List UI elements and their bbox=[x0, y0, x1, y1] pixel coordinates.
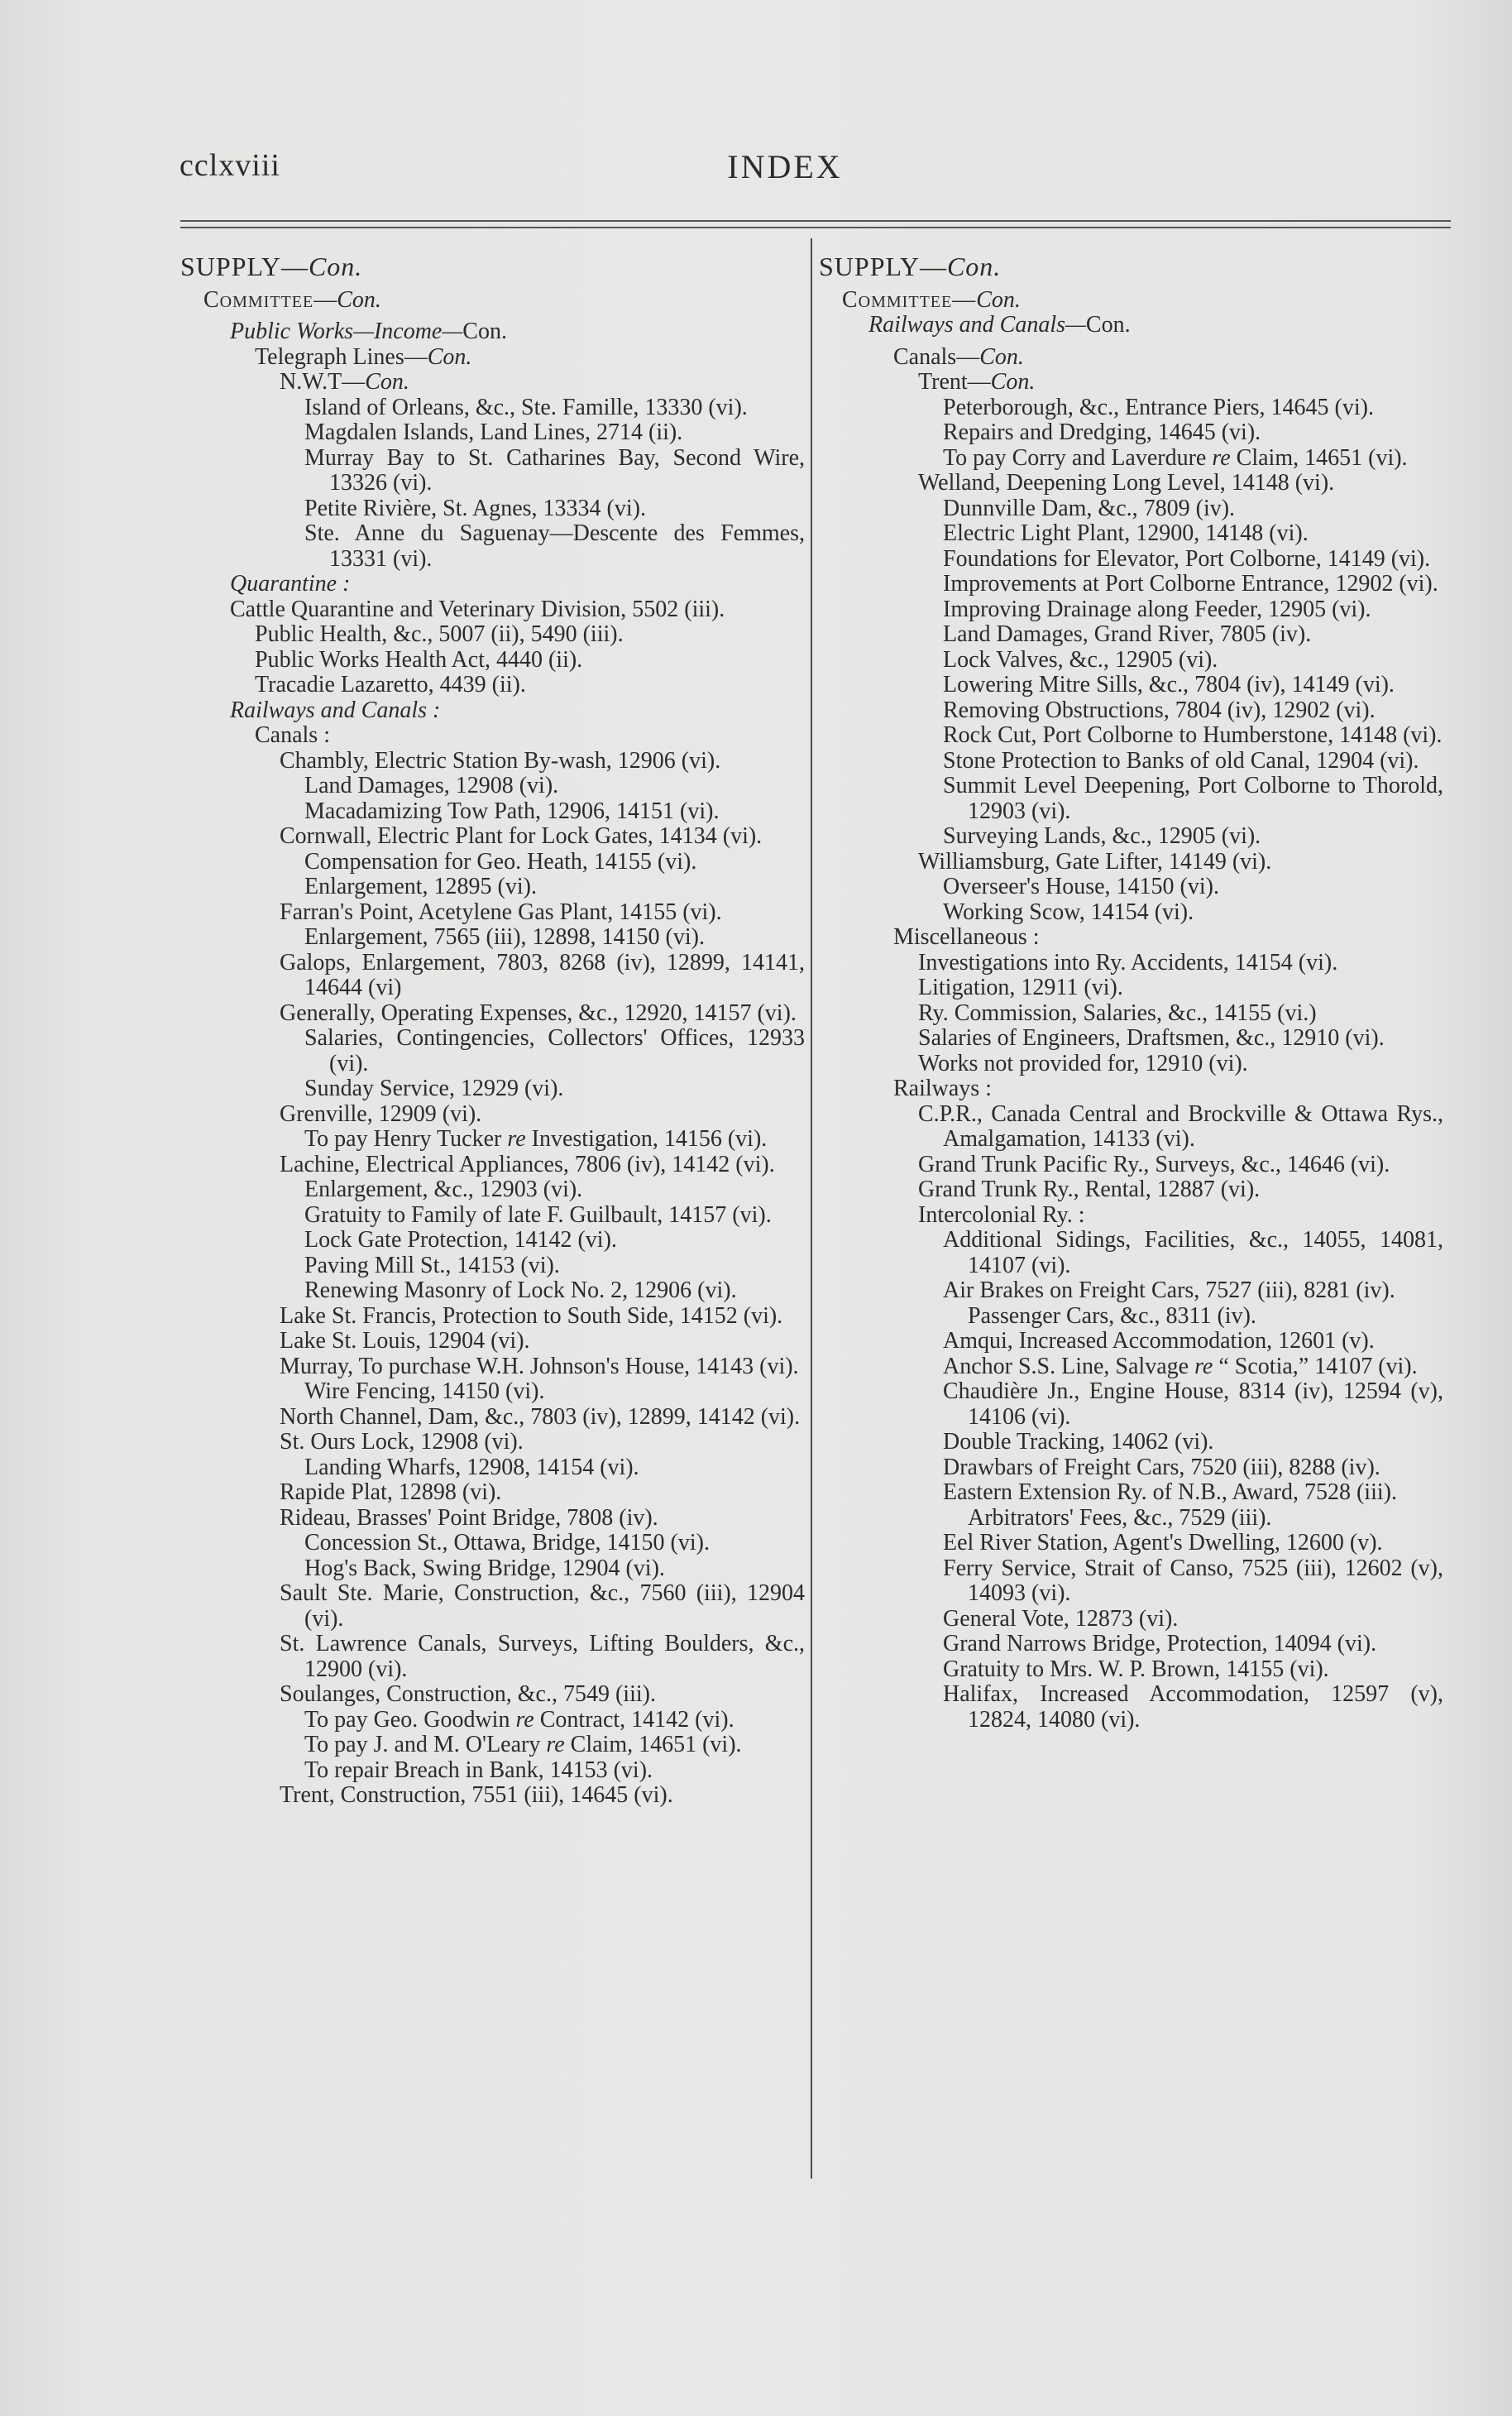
re-text: re bbox=[515, 1706, 534, 1733]
index-entry bbox=[180, 1127, 805, 1153]
index-entry: Sault Ste. Marie, Construction, &c., 7560 (iii), 12904 (vi). bbox=[280, 1580, 805, 1632]
index-entry: Enlargement, &c., 12903 (vi). bbox=[304, 1177, 583, 1202]
intercolonial-heading: Intercolonial Ry. : bbox=[918, 1201, 1085, 1228]
index-entry: Public Health, &c., 5007 (ii), 5490 (iii). bbox=[255, 621, 624, 647]
section-heading bbox=[819, 254, 1443, 280]
entry-text: To pay Henry Tucker bbox=[304, 1126, 508, 1152]
index-entry: Summit Level Deepening, Port Colborne to Thorold, 12903 (vi). bbox=[943, 773, 1443, 824]
index-entry: Dunnville Dam, &c., 7809 (iv). bbox=[943, 495, 1236, 521]
index-entry: Lowering Mitre Sills, &c., 7804 (iv), 14149 (vi). bbox=[943, 672, 1395, 697]
index-entry: Ferry Service, Strait of Canso, 7525 (iii), 12602 (v), 14093 (vi). bbox=[943, 1555, 1443, 1606]
index-entry: Working Scow, 14154 (vi). bbox=[943, 899, 1194, 925]
re-text: re bbox=[1212, 444, 1231, 471]
entry-text: Claim, 14651 (vi). bbox=[564, 1732, 742, 1757]
index-entry: Cattle Quarantine and Veterinary Division, 5502 (iii). bbox=[230, 596, 725, 622]
page-number: cclxviii bbox=[179, 148, 280, 183]
index-entry: Generally, Operating Expenses, &c., 12920, 14157 (vi). bbox=[280, 999, 797, 1026]
entry-text: Anchor S.S. Line, Salvage bbox=[943, 1353, 1195, 1379]
index-entry: Lake St. Francis, Protection to South Side, 14152 (vi). bbox=[280, 1302, 783, 1329]
left-column bbox=[180, 254, 805, 1809]
public-works-text: Public Works—Income— bbox=[230, 319, 463, 344]
index-entry: Renewing Masonry of Lock No. 2, 12906 (vi). bbox=[304, 1278, 737, 1303]
index-entry: Lock Valves, &c., 12905 (vi). bbox=[943, 646, 1218, 673]
entry-text: “ Scotia,” 14107 (vi). bbox=[1213, 1353, 1418, 1379]
index-entry: Foundations for Elevator, Port Colborne, 14149 (vi). bbox=[943, 545, 1431, 572]
re-text: re bbox=[546, 1732, 565, 1757]
index-entry: Sunday Service, 12929 (vi). bbox=[304, 1076, 564, 1101]
index-entry: Ry. Commission, Salaries, &c., 14155 (vi.) bbox=[918, 999, 1317, 1026]
index-entry: Removing Obstructions, 7804 (iv), 12902 (vi). bbox=[943, 697, 1376, 723]
index-entry: Williamsburg, Gate Lifter, 14149 (vi). bbox=[918, 848, 1272, 875]
trent-heading bbox=[819, 370, 1443, 395]
entry-text: To pay Corry and Laverdure bbox=[943, 444, 1213, 471]
index-entry bbox=[819, 446, 1443, 472]
index-entry: North Channel, Dam, &c., 7803 (iv), 12899, 14142 (vi). bbox=[280, 1403, 801, 1430]
quarantine-heading bbox=[180, 572, 805, 597]
index-entry: Works not provided for, 12910 (vi). bbox=[918, 1050, 1248, 1076]
index-entry: Land Damages, Grand River, 7805 (iv). bbox=[943, 621, 1312, 647]
index-entry: Macadamizing Tow Path, 12906, 14151 (vi). bbox=[304, 798, 720, 824]
index-entry: Peterborough, &c., Entrance Piers, 14645 (vi). bbox=[943, 394, 1374, 420]
canals-heading: Canals : bbox=[255, 722, 330, 748]
entry-text: To pay J. and M. O'Leary bbox=[304, 1732, 547, 1757]
index-entry: Welland, Deepening Long Level, 14148 (vi). bbox=[918, 470, 1335, 496]
column-divider bbox=[811, 238, 812, 2179]
trent-text: Trent— bbox=[918, 369, 991, 395]
page-title: INDEX bbox=[727, 148, 843, 185]
committee-heading: Committee—Con. bbox=[203, 286, 381, 313]
index-entry: Landing Wharfs, 12908, 14154 (vi). bbox=[304, 1454, 639, 1480]
index-entry: Surveying Lands, &c., 12905 (vi). bbox=[943, 823, 1261, 849]
index-entry: Grand Trunk Pacific Ry., Surveys, &c., 14646 (vi). bbox=[918, 1151, 1390, 1177]
index-entry: St. Lawrence Canals, Surveys, Lifting Boulders, &c., 12900 (vi). bbox=[280, 1631, 805, 1682]
index-entry: Tracadie Lazaretto, 4439 (ii). bbox=[255, 672, 526, 697]
index-entry: To repair Breach in Bank, 14153 (vi). bbox=[304, 1757, 653, 1783]
railways-heading bbox=[819, 313, 1443, 338]
index-entry bbox=[180, 1733, 805, 1758]
index-entry: Eel River Station, Agent's Dwelling, 12600 (v). bbox=[943, 1530, 1383, 1556]
index-entry: C.P.R., Canada Central and Brockville & Ottawa Rys., Amalgamation, 14133 (vi). bbox=[918, 1100, 1443, 1152]
telegraph-con: Con. bbox=[427, 343, 472, 370]
index-entry: Gratuity to Family of late F. Guilbault, 14157 (vi). bbox=[304, 1201, 772, 1228]
heading-con: Con. bbox=[946, 252, 1002, 281]
canals-heading bbox=[819, 345, 1443, 371]
index-entry: Repairs and Dredging, 14645 (vi). bbox=[943, 419, 1261, 445]
heading-text: SUPPLY— bbox=[819, 252, 947, 281]
index-entry: Petite Rivière, St. Agnes, 13334 (vi). bbox=[304, 495, 646, 521]
index-entry: Salaries, Contingencies, Collectors' Offices, 12933 (vi). bbox=[304, 1025, 805, 1076]
canals-text: Canals— bbox=[893, 343, 980, 370]
index-entry: Litigation, 12911 (vi). bbox=[918, 975, 1123, 1000]
index-entry: Air Brakes on Freight Cars, 7527 (iii), 8281 (iv). bbox=[943, 1278, 1395, 1303]
nwt-text: N.W.T— bbox=[280, 369, 366, 395]
public-works-heading bbox=[180, 319, 805, 345]
index-entry: Rock Cut, Port Colborne to Humberstone, 14148 (vi). bbox=[943, 722, 1443, 748]
index-entry: Lachine, Electrical Appliances, 7806 (iv), 14142 (vi). bbox=[280, 1151, 775, 1177]
index-entry: Hog's Back, Swing Bridge, 12904 (vi). bbox=[304, 1555, 665, 1581]
index-entry: Public Works Health Act, 4440 (ii). bbox=[255, 646, 583, 673]
trent-con: Con. bbox=[990, 369, 1036, 395]
telegraph-heading bbox=[180, 345, 805, 371]
index-entry: Soulanges, Construction, &c., 7549 (iii). bbox=[280, 1681, 656, 1707]
index-entry: Trent, Construction, 7551 (iii), 14645 (vi). bbox=[280, 1782, 673, 1808]
nwt-heading bbox=[180, 370, 805, 395]
index-entry: General Vote, 12873 (vi). bbox=[943, 1605, 1179, 1632]
index-entry: Eastern Extension Ry. of N.B., Award, 7528 (iii). bbox=[943, 1479, 1397, 1505]
index-entry: Double Tracking, 14062 (vi). bbox=[943, 1429, 1214, 1455]
index-entry: Ste. Anne du Saguenay—Descente des Femmes, 13331 (vi). bbox=[304, 520, 805, 572]
index-entry: Arbitrators' Fees, &c., 7529 (iii). bbox=[968, 1504, 1272, 1531]
index-entry bbox=[819, 1354, 1443, 1380]
index-entry: Salaries of Engineers, Draftsmen, &c., 12910 (vi). bbox=[918, 1025, 1385, 1051]
telegraph-text: Telegraph Lines— bbox=[255, 343, 428, 370]
index-entry: Grand Narrows Bridge, Protection, 14094 (vi). bbox=[943, 1631, 1377, 1656]
index-entry: Chaudière Jn., Engine House, 8314 (iv), 12594 (v), 14106 (vi). bbox=[943, 1378, 1443, 1430]
index-entry: Grenville, 12909 (vi). bbox=[280, 1100, 482, 1127]
index-entry: Drawbars of Freight Cars, 7520 (iii), 8288 (iv). bbox=[943, 1454, 1380, 1480]
index-entry: Chambly, Electric Station By-wash, 12906 (vi). bbox=[280, 747, 721, 774]
index-entry: Amqui, Increased Accommodation, 12601 (v). bbox=[943, 1328, 1375, 1354]
railways-con: Con. bbox=[1085, 312, 1131, 338]
index-entry: Rapide Plat, 12898 (vi). bbox=[280, 1479, 502, 1505]
index-entry: Land Damages, 12908 (vi). bbox=[304, 773, 559, 798]
entry-text: Contract, 14142 (vi). bbox=[534, 1706, 734, 1733]
index-entry: Additional Sidings, Facilities, &c., 14055, 14081, 14107 (vi). bbox=[943, 1227, 1443, 1278]
entry-text: Investigation, 14156 (vi). bbox=[525, 1126, 768, 1152]
index-entry: Farran's Point, Acetylene Gas Plant, 14155 (vi). bbox=[280, 899, 722, 925]
railways-heading bbox=[180, 698, 805, 724]
index-entry: Grand Trunk Ry., Rental, 12887 (vi). bbox=[918, 1177, 1261, 1202]
index-entry: Cornwall, Electric Plant for Lock Gates, 14134 (vi). bbox=[280, 823, 763, 849]
committee-con: Con. bbox=[976, 286, 1021, 313]
index-entry: Murray, To purchase W.H. Johnson's House, 14143 (vi). bbox=[280, 1353, 799, 1379]
index-entry: Wire Fencing, 14150 (vi). bbox=[304, 1378, 545, 1404]
index-entry: Compensation for Geo. Heath, 14155 (vi). bbox=[304, 848, 697, 875]
index-entry: Overseer's House, 14150 (vi). bbox=[943, 874, 1219, 899]
index-entry: Improving Drainage along Feeder, 12905 (vi). bbox=[943, 596, 1371, 622]
quarantine-text: Quarantine : bbox=[230, 571, 351, 597]
public-works-con: Con. bbox=[462, 319, 507, 344]
committee-text: Committee— bbox=[842, 286, 977, 313]
committee-heading bbox=[819, 288, 1443, 314]
heading-text: SUPPLY bbox=[180, 252, 281, 281]
index-entry: Concession St., Ottawa, Bridge, 14150 (vi). bbox=[304, 1530, 710, 1556]
index-entry: Enlargement, 12895 (vi). bbox=[304, 874, 537, 899]
header-double-rule bbox=[180, 220, 1451, 228]
entry-text: To pay Geo. Goodwin bbox=[304, 1706, 516, 1733]
railways-sub-heading: Railways : bbox=[893, 1076, 992, 1101]
nwt-con: Con. bbox=[365, 369, 409, 395]
running-head bbox=[0, 147, 1512, 189]
index-entry: Passenger Cars, &c., 8311 (iv). bbox=[968, 1302, 1256, 1329]
index-entry bbox=[180, 1708, 805, 1733]
right-column bbox=[819, 254, 1443, 1733]
index-entry: Investigations into Ry. Accidents, 14154 (vi). bbox=[918, 949, 1338, 976]
canals-con: Con. bbox=[979, 343, 1024, 370]
index-entry: Electric Light Plant, 12900, 14148 (vi). bbox=[943, 520, 1309, 546]
index-entry: St. Ours Lock, 12908 (vi). bbox=[280, 1429, 524, 1455]
index-entry: Lock Gate Protection, 14142 (vi). bbox=[304, 1227, 617, 1253]
index-entry: Murray Bay to St. Catharines Bay, Second Wire, 13326 (vi). bbox=[304, 444, 805, 496]
index-entry: Paving Mill St., 14153 (vi). bbox=[304, 1252, 560, 1278]
index-entry: Island of Orleans, &c., Ste. Famille, 13330 (vi). bbox=[304, 394, 748, 420]
index-entry: Magdalen Islands, Land Lines, 2714 (ii). bbox=[304, 419, 683, 445]
index-entry: Halifax, Increased Accommodation, 12597 (v), 12824, 14080 (vi). bbox=[943, 1681, 1443, 1733]
section-heading: SUPPLY—Con. bbox=[180, 252, 363, 281]
re-text: re bbox=[1194, 1353, 1213, 1379]
misc-heading: Miscellaneous : bbox=[893, 924, 1040, 950]
committee-con: Con. bbox=[337, 286, 381, 313]
index-entry: Stone Protection to Banks of old Canal, 12904 (vi). bbox=[943, 747, 1419, 774]
index-entry: Lake St. Louis, 12904 (vi). bbox=[280, 1328, 530, 1354]
railways-text: Railways and Canals— bbox=[868, 312, 1086, 338]
heading-con: Con. bbox=[308, 252, 363, 281]
index-entry: Enlargement, 7565 (iii), 12898, 14150 (vi). bbox=[304, 924, 705, 950]
index-entry: Improvements at Port Colborne Entrance, 12902 (vi). bbox=[943, 571, 1438, 597]
re-text: re bbox=[507, 1126, 526, 1152]
index-entry: Rideau, Brasses' Point Bridge, 7808 (iv). bbox=[280, 1504, 658, 1531]
railways-text: Railways and Canals : bbox=[230, 697, 441, 723]
index-entry: Gratuity to Mrs. W. P. Brown, 14155 (vi). bbox=[943, 1656, 1329, 1682]
entry-text: Claim, 14651 (vi). bbox=[1230, 444, 1408, 471]
index-entry: Galops, Enlargement, 7803, 8268 (iv), 12899, 14141, 14644 (vi) bbox=[280, 949, 805, 1000]
committee-text: Committee bbox=[203, 286, 314, 313]
